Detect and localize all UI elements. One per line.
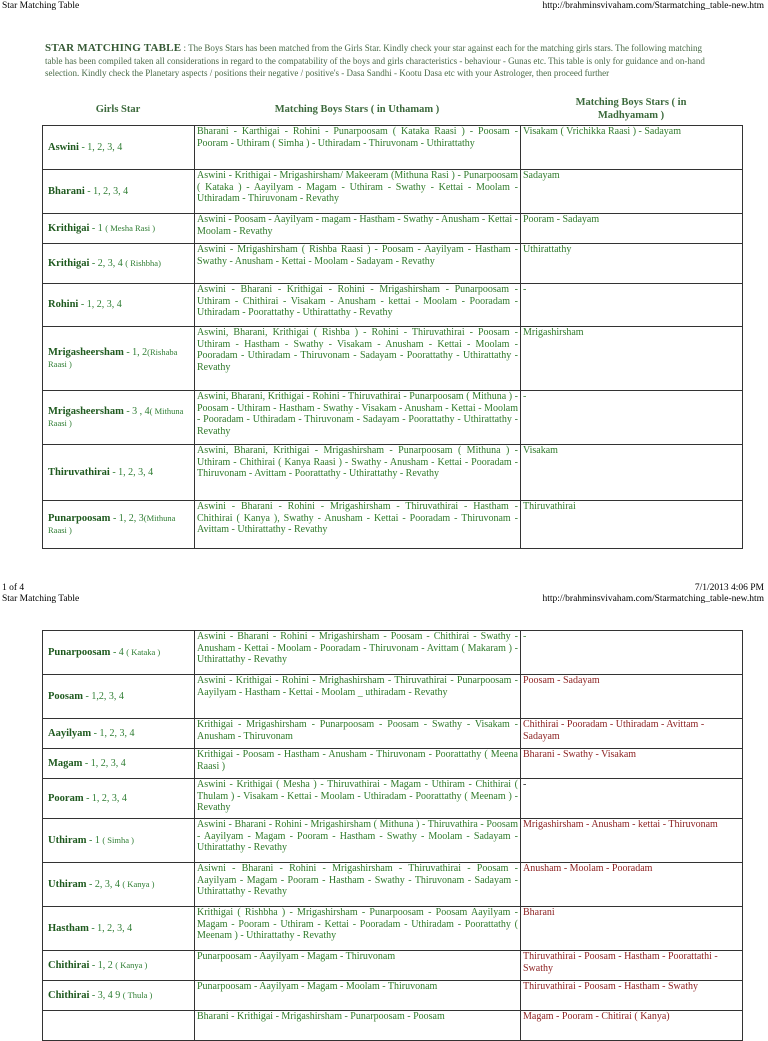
- table-row: [43, 863, 743, 907]
- star-pada: - 1, 2, 3, 4: [91, 727, 135, 739]
- table-row: [43, 170, 743, 214]
- star-pada: - 1, 2, 3, 4: [88, 922, 133, 934]
- star-table-page2: [42, 630, 743, 1041]
- table-row: [43, 126, 743, 170]
- table-row: [43, 445, 743, 501]
- table-row: [43, 819, 743, 863]
- madhyamam-cell: Sadayam: [521, 170, 743, 214]
- uthamam-cell: Aswini - Bharani - Rohini - Mrigashirsham ( Mithuna ) - Thiruvathira - Poosam - Aayilyam - Magam - Pooram - Hastham - Swathy - Moolam - Sadayam - Uthirattathy - Revathy: [195, 819, 521, 863]
- uthamam-cell: Aswini - Krithigai - Rohini - Mrighashirsham - Thiruvathirai - Punarpoosam - Aayilyam - Hastham - Kettai - Moolam _ uthiradam - Revathy: [195, 675, 521, 719]
- star-pada: - 1, 2, 3, 4: [78, 141, 123, 153]
- madhyamam-cell: -: [521, 779, 743, 819]
- girls-star-cell: [43, 907, 195, 951]
- star-pada: - 1, 2, 3, 4: [78, 299, 122, 311]
- star-raasi-note: ( Simha ): [102, 834, 134, 845]
- girls-star-cell: [43, 170, 195, 214]
- star-name: Punarpoosam: [48, 646, 111, 658]
- uthamam-cell: Aswini - Bharani - Rohini - Mrigashirsham - Thiruvathirai - Hastham - Chithirai ( Kanya ), Swathy - Anusham - Kettai - Pooradam - Thiruvonam - Avittam - Uthirattathy - Revathy: [195, 501, 521, 549]
- madhyamam-cell: -: [521, 391, 743, 445]
- uthamam-cell: Krithigai ( Rishbha ) - Mrigashirsham - Punarpoosam - Poosam Aayilyam - Magam - Pooram - Uthiram - Kettai - Pooradam - Uthiradam - Poorattathy ( Meenam ) - Uthirattathy - Revathy: [195, 907, 521, 951]
- uthamam-cell: Aswini - Bharani - Rohini - Mrigashirsham - Poosam - Chithirai - Swathy - Anusham - Kettai - Moolam - Pooradam - Thiruvonam - Avittam ( Makaram ) - Uthirattathy - Revathy: [195, 631, 521, 675]
- intro-paragraph: [45, 42, 713, 80]
- table-title: STAR MATCHING TABLE: [45, 42, 182, 54]
- girls-star-cell: [43, 863, 195, 907]
- madhyamam-cell: Poosam - Sadayam: [521, 675, 743, 719]
- uthamam-cell: Aswini - Krithigai - Mrigashirsham/ Makeeram (Mithuna Rasi ) - Punarpoosam ( Kataka ) - Aayilyam - Magam - Uthiram - Swathy - Kettai - Moolam - Uthiradam - Thiruvonam - Revathy: [195, 170, 521, 214]
- star-name: Krithigai: [48, 222, 90, 234]
- uthamam-cell: Asiwni - Bharani - Rohini - Mrigashirsham - Thiruvathirai - Poosam - Aayilyam - Magam - Pooram - Hastham - Swathy - Thiruvonam - Sadayam - Uthirattathy - Revathy: [195, 863, 521, 907]
- star-pada: - 1,2, 3, 4: [83, 690, 124, 702]
- table-row: [43, 749, 743, 779]
- star-pada: - 1: [89, 222, 106, 234]
- star-name: Magam: [48, 757, 83, 769]
- star-pada: - 1, 2, 3, 4: [83, 792, 127, 804]
- uthamam-cell: Bharani - Karthigai - Rohini - Punarpoosam ( Kataka Raasi ) - Poosam - Pooram - Uthiram ( Simha ) - Uthiradam - Thiruvonam - Uthirattathy: [195, 126, 521, 170]
- star-pada: - 2, 3, 4: [89, 257, 126, 269]
- uthamam-cell: Aswini, Bharani, Krithigai - Rohini - Thiruvathirai - Punarpoosam ( Mithuna ) - Poosam - Uthiram - Hastham - Swathy - Visakam - Anusham - Kettai - Moolam - Pooradam - Uthiradam - Thiruvonam - Sadayam - Poorattathy - Uthirattathy - Revathy: [195, 391, 521, 445]
- girls-star-cell: [43, 327, 195, 391]
- uthamam-cell: Aswini - Krithigai ( Mesha ) - Thiruvathirai - Magam - Uthiram - Chithirai ( Thulam ) - Visakam - Kettai - Moolam - Uthiradam - Poorattathy ( Meenam ) - Revathy: [195, 779, 521, 819]
- star-pada: - 3 , 4: [123, 406, 150, 417]
- star-pada: - 3, 4 9: [89, 989, 123, 1001]
- madhyamam-cell: Thiruvathirai: [521, 501, 743, 549]
- uthamam-cell: Aswini - Bharani - Krithigai - Rohini - Mrigashirsham - Punarpoosam - Uthiram - Chithirai - Visakam - Anusham - kettai - Moolam - Pooradam - Uthiradam - Poorattathy - Uthirattathy - Revathy: [195, 284, 521, 327]
- star-table-page1: [42, 125, 743, 549]
- star-name: Aayilyam: [48, 727, 92, 739]
- star-pada: - 4: [110, 646, 127, 658]
- table-row: [43, 951, 743, 981]
- madhyamam-cell: -: [521, 284, 743, 327]
- uthamam-cell: Punarpoosam - Aayilyam - Magam - Moolam - Thiruvonam: [195, 981, 521, 1011]
- star-name: Thiruvathirai: [48, 466, 110, 478]
- uthamam-cell: Bharani - Krithigai - Mrigashirsham - Punarpoosam - Poosam: [195, 1011, 521, 1041]
- table-row: [43, 779, 743, 819]
- uthamam-cell: Krithigai - Poosam - Hastham - Anusham - Thiruvonam - Poorattathy ( Meena Raasi ): [195, 749, 521, 779]
- star-raasi-note: ( Mesha Rasi ): [105, 222, 156, 233]
- madhyamam-cell: Bharani: [521, 907, 743, 951]
- table-row: [43, 284, 743, 327]
- star-raasi-note: ( Thula ): [122, 989, 153, 1000]
- girls-star-cell: [43, 981, 195, 1011]
- uthamam-cell: Aswini, Bharani, Krithigai ( Rishba ) - Rohini - Thiruvathirai - Poosam - Uthiram - Hastham - Swathy - Visakam - Anusham - Kettai - Moolam - Pooradam - Uthiradam - Thiruvonam - Sadayam - Poorattathy - Uthirattathy - Revathy: [195, 327, 521, 391]
- col-head-madhyamam: [520, 96, 742, 122]
- star-name: Uthiram: [48, 878, 87, 890]
- madhyamam-cell: -: [521, 631, 743, 675]
- print-date: 7/1/2013 4:06 PM: [694, 583, 764, 593]
- table-row: [43, 214, 743, 244]
- girls-star-cell: [43, 284, 195, 327]
- star-pada: - 1: [86, 834, 103, 846]
- madhyamam-cell: Anusham - Moolam - Pooradam: [521, 863, 743, 907]
- girls-star-cell: [43, 779, 195, 819]
- girls-star-cell: [43, 631, 195, 675]
- madhyamam-cell: Mrigashirsham: [521, 327, 743, 391]
- uthamam-cell: Aswini, Bharani, Krithigai - Mrigashirsham - Punarpoosam ( Mithuna ) - Uthiram - Chithirai ( Kanya Raasi ) - Swathy - Anusham - Kettai - Pooradam - Thiruvonam - Avittam - Poorattathy - Uthirattathy - Revathy: [195, 445, 521, 501]
- intro-text: : The Boys Stars has been matched from the Girls Star. Kindly check your star against each for the matching girls stars. The following matching table has been compiled taken all considerations in regard to the compatability of the boys and girls characteristics - behaviour - Gunas etc. This table is only for guidance and on-hand selection. Kindly check the Planetary aspects / positions their negative / positive's - Dasa Sandhi - Kootu Dasa etc with your Astrologer, then proceed further: [45, 43, 705, 78]
- madhyamam-cell: Visakam: [521, 445, 743, 501]
- col-head-madhyamam-line2: Madhyamam ): [597, 110, 665, 121]
- table-row: [43, 391, 743, 445]
- uthamam-cell: Aswini - Mrigashirsham ( Rishba Raasi ) - Poosam - Aayilyam - Hastham - Swathy - Anusham - Kettai - Moolam - Sadayam - Revathy: [195, 244, 521, 284]
- table-row: [43, 244, 743, 284]
- madhyamam-cell: Chithirai - Pooradam - Uthiradam - Avittam - Sadayam: [521, 719, 743, 749]
- girls-star-cell: [43, 719, 195, 749]
- star-pada: - 1, 2, 3, 4: [109, 466, 154, 478]
- col-head-madhyamam-line1: Matching Boys Stars ( in: [575, 97, 687, 108]
- star-name: Punarpoosam: [48, 513, 111, 524]
- table-row: [43, 501, 743, 549]
- madhyamam-cell: Uthirattathy: [521, 244, 743, 284]
- star-pada: - 2, 3, 4: [86, 878, 123, 890]
- madhyamam-cell: Thiruvathirai - Poosam - Hastham - Swathy: [521, 981, 743, 1011]
- girls-star-cell: [43, 126, 195, 170]
- star-pada: - 1, 2: [89, 959, 116, 971]
- girls-star-cell: [43, 391, 195, 445]
- star-raasi-note: ( Kanya ): [115, 959, 148, 970]
- table-row: [43, 981, 743, 1011]
- star-name: Chithirai: [48, 959, 90, 971]
- page-url[interactable]: http://brahminsvivaham.com/Starmatching_table-new.htm: [542, 1, 764, 11]
- star-raasi-note: (Rishaba Raasi ): [48, 347, 178, 369]
- page2-url[interactable]: http://brahminsvivaham.com/Starmatching_table-new.htm: [542, 594, 764, 604]
- uthamam-cell: Punarpoosam - Aayilyam - Magam - Thiruvonam: [195, 951, 521, 981]
- star-name: Aswini: [48, 141, 79, 153]
- star-pada: - 1, 2, 3: [110, 513, 144, 524]
- page-number: 1 of 4: [2, 583, 25, 593]
- star-pada: - 1, 2, 3, 4: [84, 185, 129, 197]
- star-raasi-note: ( Mithuna Raasi ): [48, 406, 184, 428]
- girls-star-cell: [43, 1011, 195, 1041]
- col-head-girls: Girls Star: [95, 104, 141, 115]
- star-raasi-note: (Mithuna Raasi ): [48, 513, 176, 535]
- uthamam-cell: Aswini - Poosam - Aayilyam - magam - Hastham - Swathy - Anusham - Kettai - Moolam - Revathy: [195, 214, 521, 244]
- star-raasi-note: ( Kanya ): [122, 878, 155, 889]
- star-name: Mrigasheersham: [48, 406, 124, 417]
- girls-star-cell: [43, 501, 195, 549]
- star-name: Pooram: [48, 792, 84, 804]
- madhyamam-cell: Thiruvathirai - Poosam - Hastham - Poorattathi - Swathy: [521, 951, 743, 981]
- table-row: [43, 719, 743, 749]
- table-row: [43, 327, 743, 391]
- page-header: [0, 0, 768, 12]
- page2-header: [0, 593, 768, 605]
- girls-star-cell: [43, 819, 195, 863]
- star-name: Bharani: [48, 185, 85, 197]
- table-row: [43, 1011, 743, 1041]
- star-name: Chithirai: [48, 989, 90, 1001]
- girls-star-cell: [43, 214, 195, 244]
- madhyamam-cell: Visakam ( Vrichikka Raasi ) - Sadayam: [521, 126, 743, 170]
- star-name: Poosam: [48, 690, 83, 702]
- table-row: [43, 631, 743, 675]
- star-pada: - 1, 2: [123, 347, 148, 358]
- col-head-uthamam: Matching Boys Stars ( in Uthamam ): [274, 104, 440, 115]
- table-row: [43, 675, 743, 719]
- girls-star-cell: [43, 445, 195, 501]
- star-name: Rohini: [48, 299, 79, 311]
- girls-star-cell: [43, 244, 195, 284]
- star-name: Uthiram: [48, 834, 87, 846]
- star-name: Krithigai: [48, 257, 90, 269]
- star-pada: - 1, 2, 3, 4: [82, 757, 126, 769]
- page2-title: Star Matching Table: [2, 594, 80, 604]
- uthamam-cell: Krithigai - Mrigashirsham - Punarpoosam - Poosam - Swathy - Visakam - Anusham - Thiruvonam: [195, 719, 521, 749]
- star-raasi-note: ( Rishbha): [125, 257, 161, 268]
- madhyamam-cell: Mrigashirsham - Anusham - kettai - Thiruvonam: [521, 819, 743, 863]
- girls-star-cell: [43, 749, 195, 779]
- girls-star-cell: [43, 675, 195, 719]
- star-name: Hastham: [48, 922, 89, 934]
- madhyamam-cell: Pooram - Sadayam: [521, 214, 743, 244]
- page-title: Star Matching Table: [2, 1, 80, 11]
- star-raasi-note: ( Kataka ): [126, 646, 161, 657]
- madhyamam-cell: Magam - Pooram - Chitirai ( Kanya): [521, 1011, 743, 1041]
- girls-star-cell: [43, 951, 195, 981]
- table-row: [43, 907, 743, 951]
- star-name: Mrigasheersham: [48, 347, 124, 358]
- madhyamam-cell: Bharani - Swathy - Visakam: [521, 749, 743, 779]
